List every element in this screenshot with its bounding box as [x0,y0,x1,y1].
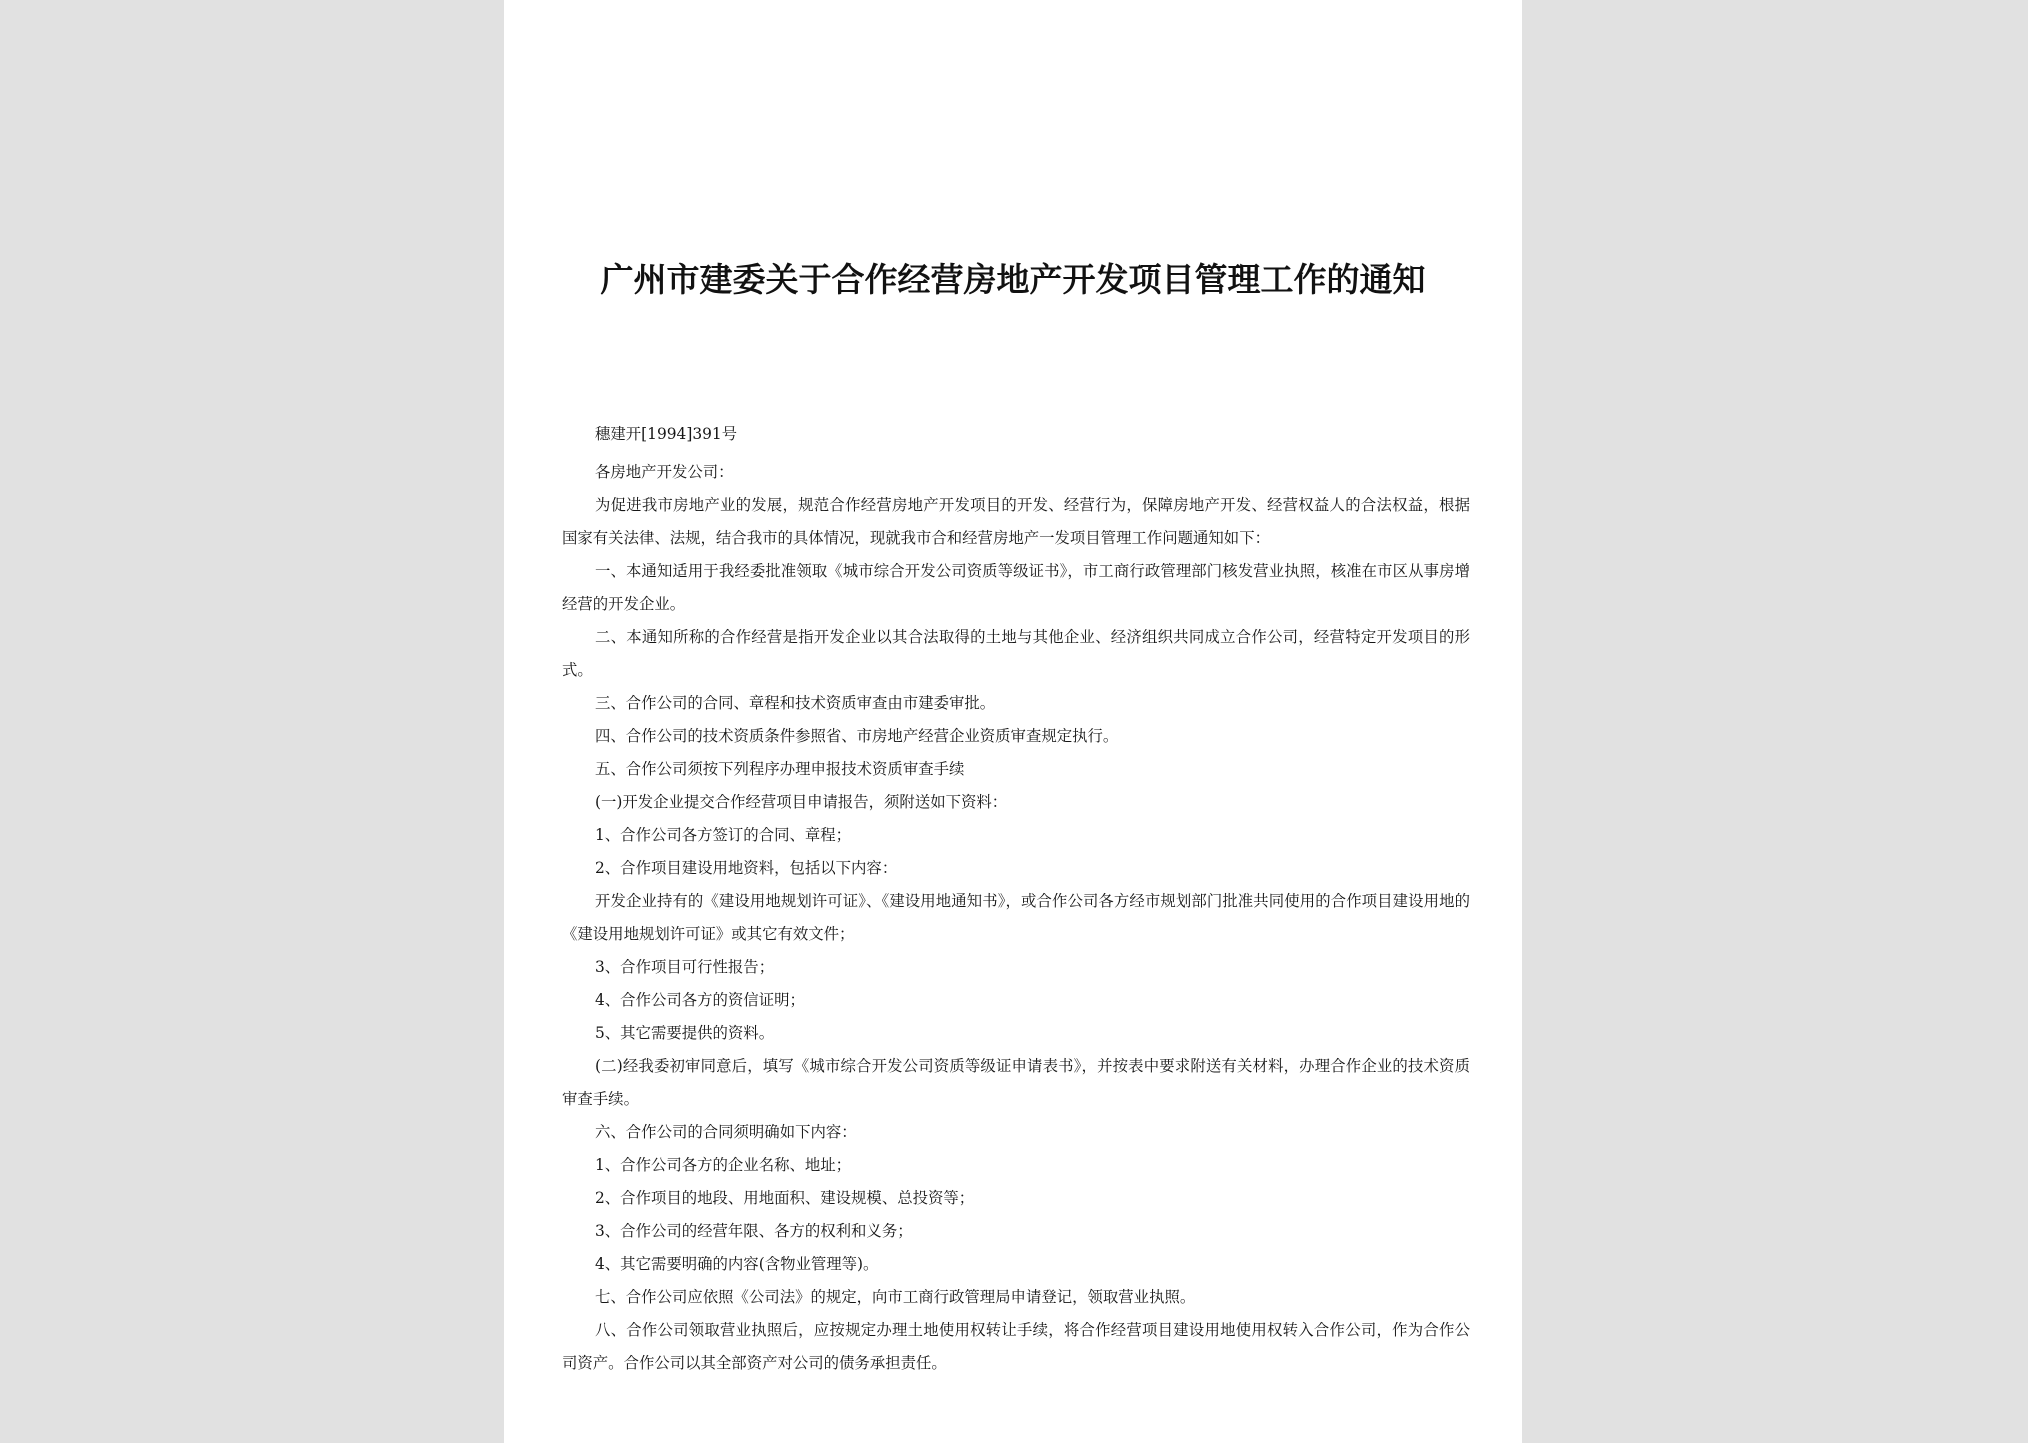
paragraph: 2、合作项目建设用地资料，包括以下内容： [595,859,898,877]
document-number: 穗建开[1994]391号 [595,425,738,443]
paragraph: 四、合作公司的技术资质条件参照省、市房地产经营企业资质审查规定执行。 [595,727,1119,745]
paragraph: 八、合作公司领取营业执照后，应按规定办理土地使用权转让手续，将合作经营项目建设用地使用权转入合作公司，作为合作公司资产。合作公司以其全部资产对公司的债务承担责任。 [562,1321,1470,1372]
paragraph: 2、合作项目的地段、用地面积、建设规模、总投资等； [595,1189,975,1207]
paragraph: 六、合作公司的合同须明确如下内容： [595,1123,857,1141]
paragraph: 1、合作公司各方的企业名称、地址； [595,1156,852,1174]
document-title: 广州市建委关于合作经营房地产开发项目管理工作的通知 [600,260,1426,299]
paragraph: 五、合作公司须按下列程序办理申报技术资质审查手续 [595,760,965,778]
paragraph: 三、合作公司的合同、章程和技术资质审查由市建委审批。 [595,694,996,712]
paragraph: 1、合作公司各方签订的合同、章程； [595,826,852,844]
document-page [504,0,1522,1443]
paragraph: 5、其它需要提供的资料。 [595,1024,775,1042]
paragraph: 七、合作公司应依照《公司法》的规定，向市工商行政管理局申请登记，领取营业执照。 [595,1288,1196,1306]
addressee: 各房地产开发公司： [595,463,734,481]
paragraph: 4、其它需要明确的内容(含物业管理等)。 [595,1255,879,1273]
document-body [562,418,1470,1380]
paragraph: 3、合作公司的经营年限、各方的权利和义务； [595,1222,913,1240]
paragraph: 4、合作公司各方的资信证明； [595,991,805,1009]
paragraph: 二、本通知所称的合作经营是指开发企业以其合法取得的土地与其他企业、经济组织共同成立合作公司，经营特定开发项目的形式。 [562,628,1470,679]
paragraph: 为促进我市房地产业的发展，规范合作经营房地产开发项目的开发、经营行为，保障房地产开发、经营权益人的合法权益，根据国家有关法律、法规，结合我市的具体情况，现就我市合和经营房地产一发项目管理工作问题通知如下： [562,496,1470,547]
paragraph: (二)经我委初审同意后，填写《城市综合开发公司资质等级证申请表书》，并按表中要求附送有关材料，办理合作企业的技术资质审查手续。 [562,1057,1470,1108]
paragraph: 开发企业持有的《建设用地规划许可证》、《建设用地通知书》，或合作公司各方经市规划部门批准共同使用的合作项目建设用地的《建设用地规划许可证》或其它有效文件； [562,892,1470,943]
paragraph: (一)开发企业提交合作经营项目申请报告，须附送如下资料： [595,793,1008,811]
paragraph: 一、本通知适用于我经委批准领取《城市综合开发公司资质等级证书》，市工商行政管理部门核发营业执照，核准在市区从事房增经营的开发企业。 [562,562,1470,613]
paragraph: 3、合作项目可行性报告； [595,958,775,976]
